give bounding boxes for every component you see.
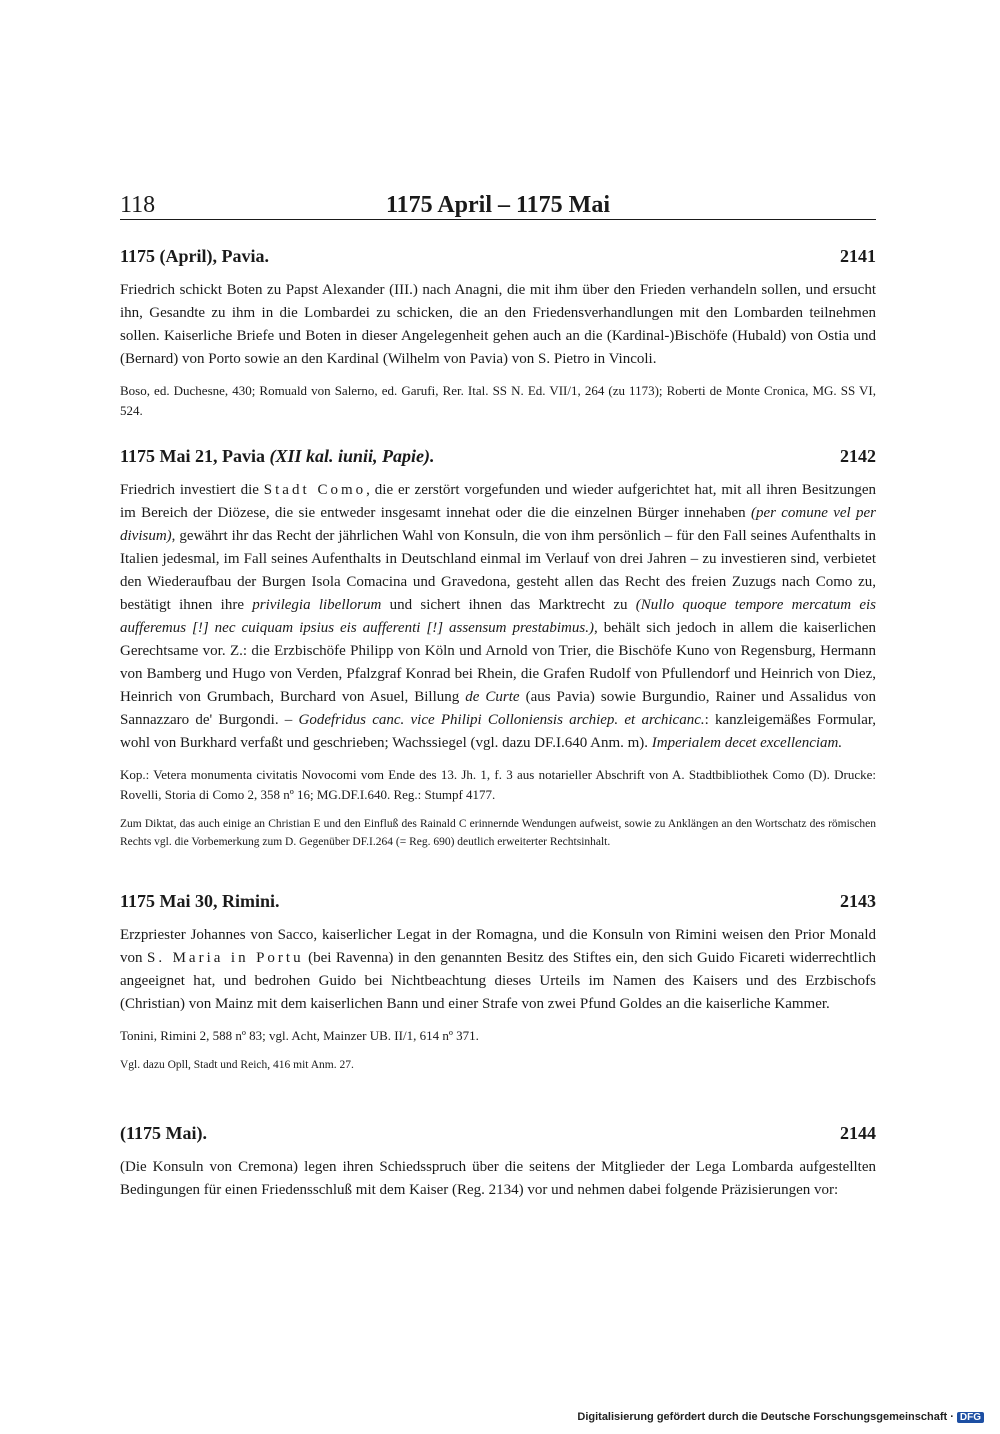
- entry-2144: [120, 1120, 876, 1202]
- text-run: Erzpriester Johannes von Sacco, kaiserlicher Legat in der Romagna, und die Konsuln von Rimini weisen den Prior Monald von: [120, 927, 876, 966]
- entry-sources: Tonini, Rimini 2, 588 nº 83; vgl. Acht, Mainzer UB. II/1, 614 nº 371.: [120, 1028, 479, 1043]
- entry-number: 2141: [840, 246, 876, 266]
- entry-text: [120, 924, 876, 1016]
- spaced-name: S. Maria in Portu: [147, 950, 304, 966]
- text-run: und sichert ihnen das Marktrecht zu: [381, 597, 636, 613]
- italic-quote: (per comune vel per divisum): [120, 505, 876, 544]
- header-rule: [120, 219, 876, 220]
- entry-2142: [120, 443, 876, 851]
- entry-heading: [120, 443, 876, 471]
- entry-text: (Die Konsuln von Cremona) legen ihren Schiedsspruch über die seitens der Mitglieder der Lega Lombarda aufgestellten Bedingungen für einen Friedensschluß mit dem Kaiser (Reg. 2134) vor und nehmen dabei folgende Präzisierungen vor:: [120, 1159, 876, 1198]
- italic-quote: Godefridus canc. vice Philipi Colloniensis archiep. et archicanc.: [298, 712, 705, 728]
- entry-number: 2144: [840, 1123, 876, 1143]
- entry-heading: [120, 243, 876, 271]
- running-head: [120, 190, 876, 222]
- digitization-footer: [577, 1411, 984, 1423]
- text-run: , gewährt ihr das Recht der jährlichen Wahl von Konsuln, die von ihm persönlich – für den Fall seines Aufenthalts in Italien jedesmal, im Fall seines Aufenthalts in Deutschland einmal im Verlauf von drei Jahren – zu investieren sind, verbietet den Wiederaufbau der Burgen Isola Comacina und Gravedona, gesteht allen das Recht des freien Zuzugs nach Como zu, bestätigt ihnen ihre: [120, 528, 876, 613]
- entry-heading: [120, 888, 876, 916]
- entry-notes: Zum Diktat, das auch einige an Christian E und den Einfluß des Rainald C erinnernde Wendungen aufweist, sowie zu Anklängen an den Wortschatz des römischen Rechts vgl. die Vorbemerkung zum D. Gegenüber DF.I.264 (= Reg. 690) deutlich erweiterter Rechtsinhalt.: [120, 818, 876, 848]
- date-range-title: 1175 April – 1175 Mai: [385, 192, 610, 218]
- entry-title: 1175 Mai 30, Rimini.: [120, 891, 280, 911]
- entry-text: [120, 479, 876, 755]
- entry-title: (1175 Mai).: [120, 1123, 207, 1143]
- text-run: Friedrich investiert die: [120, 482, 264, 498]
- italic-quote: privilegia libellorum: [252, 597, 382, 613]
- italic-quote: (Nullo quoque tempore mercatum eis aufferemus [!] nec cuiquam ipsius eis aufferenti [!] assensum prestabimus.): [120, 597, 876, 636]
- entry-title: 1175 (April), Pavia.: [120, 246, 269, 266]
- entry-title: 1175 Mai 21, Pavia: [120, 446, 265, 466]
- entry-text: Friedrich schickt Boten zu Papst Alexander (III.) nach Anagni, die mit ihm über den Frieden verhandeln sollen, und ersucht ihn, Gesandte zu ihm in die Lombardei zu schicken, die an den Friedensverhandlungen mit den Lombarden teilnehmen sollen. Kaiserliche Briefe und Boten in dieser Angelegenheit gehen auch an die (Kardinal-)Bischöfe (Hubald) von Ostia und (Bernard) von Porto sowie an den Kardinal (Wilhelm von Pavia) von S. Pietro in Vincoli.: [120, 282, 876, 367]
- entry-title-italic: (XII kal. iunii, Papie).: [269, 446, 435, 466]
- italic-quote: Imperialem decet excellenciam.: [651, 735, 843, 751]
- entry-2141: [120, 243, 876, 421]
- entry-2143: [120, 888, 876, 1074]
- entry-notes: Vgl. dazu Opll, Stadt und Reich, 416 mit Anm. 27.: [120, 1059, 354, 1071]
- text-run: , die er zerstört vorgefunden und wieder aufgerichtet hat, mit all ihren Besitzungen im Bereich der Diözese, die sie entweder insgesamt innehat oder die die einzelnen Bürger innehaben: [120, 482, 876, 521]
- footer-text: Digitalisierung gefördert durch die Deutsche Forschungsgemeinschaft ·: [577, 1411, 954, 1423]
- spaced-name: Stadt Como: [263, 482, 367, 498]
- entry-number: 2142: [840, 446, 876, 466]
- italic-quote: de Curte: [465, 689, 520, 705]
- text-run: : kanzleigemäßes Formular, wohl von Burkhard verfaßt und geschrieben; Wachssiegel (vgl. dazu DF.I.640 Anm. m).: [120, 712, 876, 751]
- text-run: (bei Ravenna) in den genannten Besitz des Stiftes ein, den sich Guido Ficareti widerrechtlich angeeignet hat, und bedrohen Guido bei Nichtbeachtung dieses Urteils im Namen des Kaisers und des Erzbischofs (Christian) von Mainz mit dem kaiserlichen Bann und einer Strafe von zwei Pfund Goldes an die kaiserliche Kammer.: [120, 950, 876, 1012]
- entry-sources: Boso, ed. Duchesne, 430; Romuald von Salerno, ed. Garufi, Rer. Ital. SS N. Ed. VII/1, 264 (zu 1173); Roberti de Monte Cronica, MG. SS VI, 524.: [120, 383, 876, 418]
- entry-heading: [120, 1120, 876, 1148]
- page-number: 118: [120, 192, 156, 218]
- entry-sources: Kop.: Vetera monumenta civitatis Novocomi vom Ende des 13. Jh. 1, f. 3 aus notarieller Abschrift von A. Stadtbibliothek Como (D). Drucke: Rovelli, Storia di Como 2, 358 nº 16; MG.DF.I.640. Reg.: Stumpf 4177.: [120, 767, 876, 802]
- text-run: (aus Pavia) sowie Burgundio, Rainer und Assalidus von Sannazzaro de' Burgondi. –: [120, 689, 876, 728]
- entry-number: 2143: [840, 891, 876, 911]
- dfg-logo: DFG: [957, 1412, 984, 1423]
- text-run: , behält sich jedoch in allem die kaiserlichen Gerechtsame vor. Z.: die Erzbischöfe Philipp von Köln und Arnold von Trier, die Bischöfe Kuno von Regensburg, Hermann von Bamberg und Hugo von Verden, Pfalzgraf Konrad bei Rhein, die Grafen Rudolf von Pfullendorf und Heinrich von Diez, Heinrich von Grumbach, Burchard von Asuel, Billung: [120, 620, 876, 705]
